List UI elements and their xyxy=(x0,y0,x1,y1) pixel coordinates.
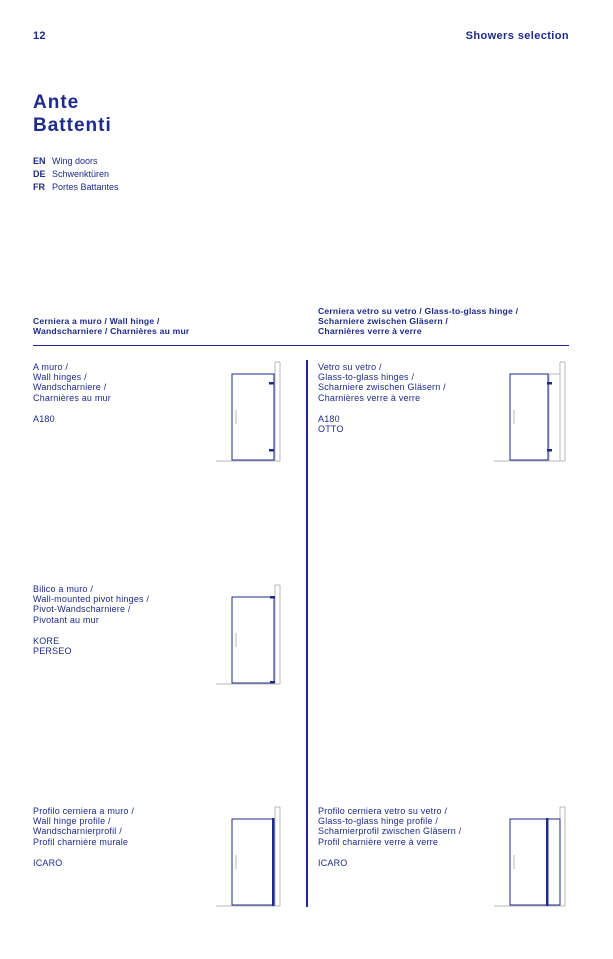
entry-wall-hinges xyxy=(33,362,111,424)
entry-models xyxy=(33,414,111,424)
entry-desc-line: Charnières verre à verre xyxy=(318,392,421,403)
entry-desc-line: Charnières au mur xyxy=(33,392,111,403)
entry-models xyxy=(318,414,446,434)
door-glass-hinges-icon xyxy=(494,360,569,464)
entry-desc-line: Wall hinges / xyxy=(33,372,87,383)
entry-desc-line: Pivotant au mur xyxy=(33,614,100,625)
language-code: FR xyxy=(33,182,45,192)
model-name: KORE xyxy=(33,635,60,646)
entry-desc-line: Scharniere zwischen Gläsern / xyxy=(318,382,446,393)
entry-desc-line: Profilo cerniera a muro / xyxy=(33,806,135,816)
page-number: 12 xyxy=(33,30,46,42)
language-text: Portes Battantes xyxy=(52,182,119,192)
entry-desc-line: Glass-to-glass hinges / xyxy=(318,372,415,383)
language-code: EN xyxy=(33,156,46,166)
model-name: A180 xyxy=(318,413,340,424)
entry-desc-line: A muro / xyxy=(33,362,69,372)
heading-line: Wandscharniere / Charnières au mur xyxy=(33,326,190,336)
entry-desc-line: Glass-to-glass hinge profile / xyxy=(318,816,439,827)
entry-models xyxy=(318,858,461,868)
entry-desc-line: Profil charnière verre à verre xyxy=(318,836,439,847)
page-title-line-2: Battenti xyxy=(33,115,112,136)
heading-line: Cerniera vetro su vetro / Glass-to-glass hinge / xyxy=(318,306,519,316)
model-name: ICARO xyxy=(318,857,348,868)
header-rule xyxy=(33,345,569,346)
entry-desc-line: Wall hinge profile / xyxy=(33,816,111,827)
entry-models xyxy=(33,636,149,656)
language-text: Schwenktüren xyxy=(52,169,110,179)
model-name: A180 xyxy=(33,413,55,424)
heading-line: Cerniera a muro / Wall hinge / xyxy=(33,316,160,326)
model-name: ICARO xyxy=(33,857,63,868)
language-list xyxy=(33,155,119,194)
column-divider xyxy=(306,360,308,907)
entry-wall-pivot xyxy=(33,584,149,656)
entry-desc-line: Pivot-Wandscharniere / xyxy=(33,604,131,615)
model-name: PERSEO xyxy=(33,646,72,657)
left-column-heading xyxy=(33,316,189,336)
heading-line: Scharniere zwischen Gläsern / xyxy=(318,316,448,326)
entry-desc-line: Profil charnière murale xyxy=(33,836,129,847)
language-code: DE xyxy=(33,169,46,179)
door-wall-pivot-icon xyxy=(216,583,286,687)
section-title: Showers selection xyxy=(465,30,569,42)
right-column-heading xyxy=(318,306,518,336)
page-title-line-1: Ante xyxy=(33,92,80,113)
heading-line: Charnières verre à verre xyxy=(318,326,422,336)
entry-desc-line: Wall-mounted pivot hinges / xyxy=(33,594,150,605)
entry-wall-profile xyxy=(33,806,134,868)
door-wall-profile-icon xyxy=(216,805,286,909)
language-text: Wing doors xyxy=(52,156,98,166)
entry-glass-hinges xyxy=(318,362,446,434)
entry-models xyxy=(33,858,134,868)
entry-desc-line: Bilico a muro / xyxy=(33,584,94,594)
entry-desc-line: Wandscharnierprofil / xyxy=(33,826,122,837)
door-wall-hinges-icon xyxy=(216,360,286,464)
language-item xyxy=(33,155,119,168)
entry-glass-profile xyxy=(318,806,461,868)
model-name: OTTO xyxy=(318,424,344,435)
entry-desc-line: Profilo cerniera vetro su vetro / xyxy=(318,806,448,816)
entry-desc-line: Scharnierprofil zwischen Gläsern / xyxy=(318,826,462,837)
page-title xyxy=(33,91,112,137)
language-item xyxy=(33,181,119,194)
language-item xyxy=(33,168,119,181)
entry-desc-line: Wandscharniere / xyxy=(33,382,107,393)
door-glass-profile-icon xyxy=(494,805,569,909)
entry-desc-line: Vetro su vetro / xyxy=(318,362,382,372)
